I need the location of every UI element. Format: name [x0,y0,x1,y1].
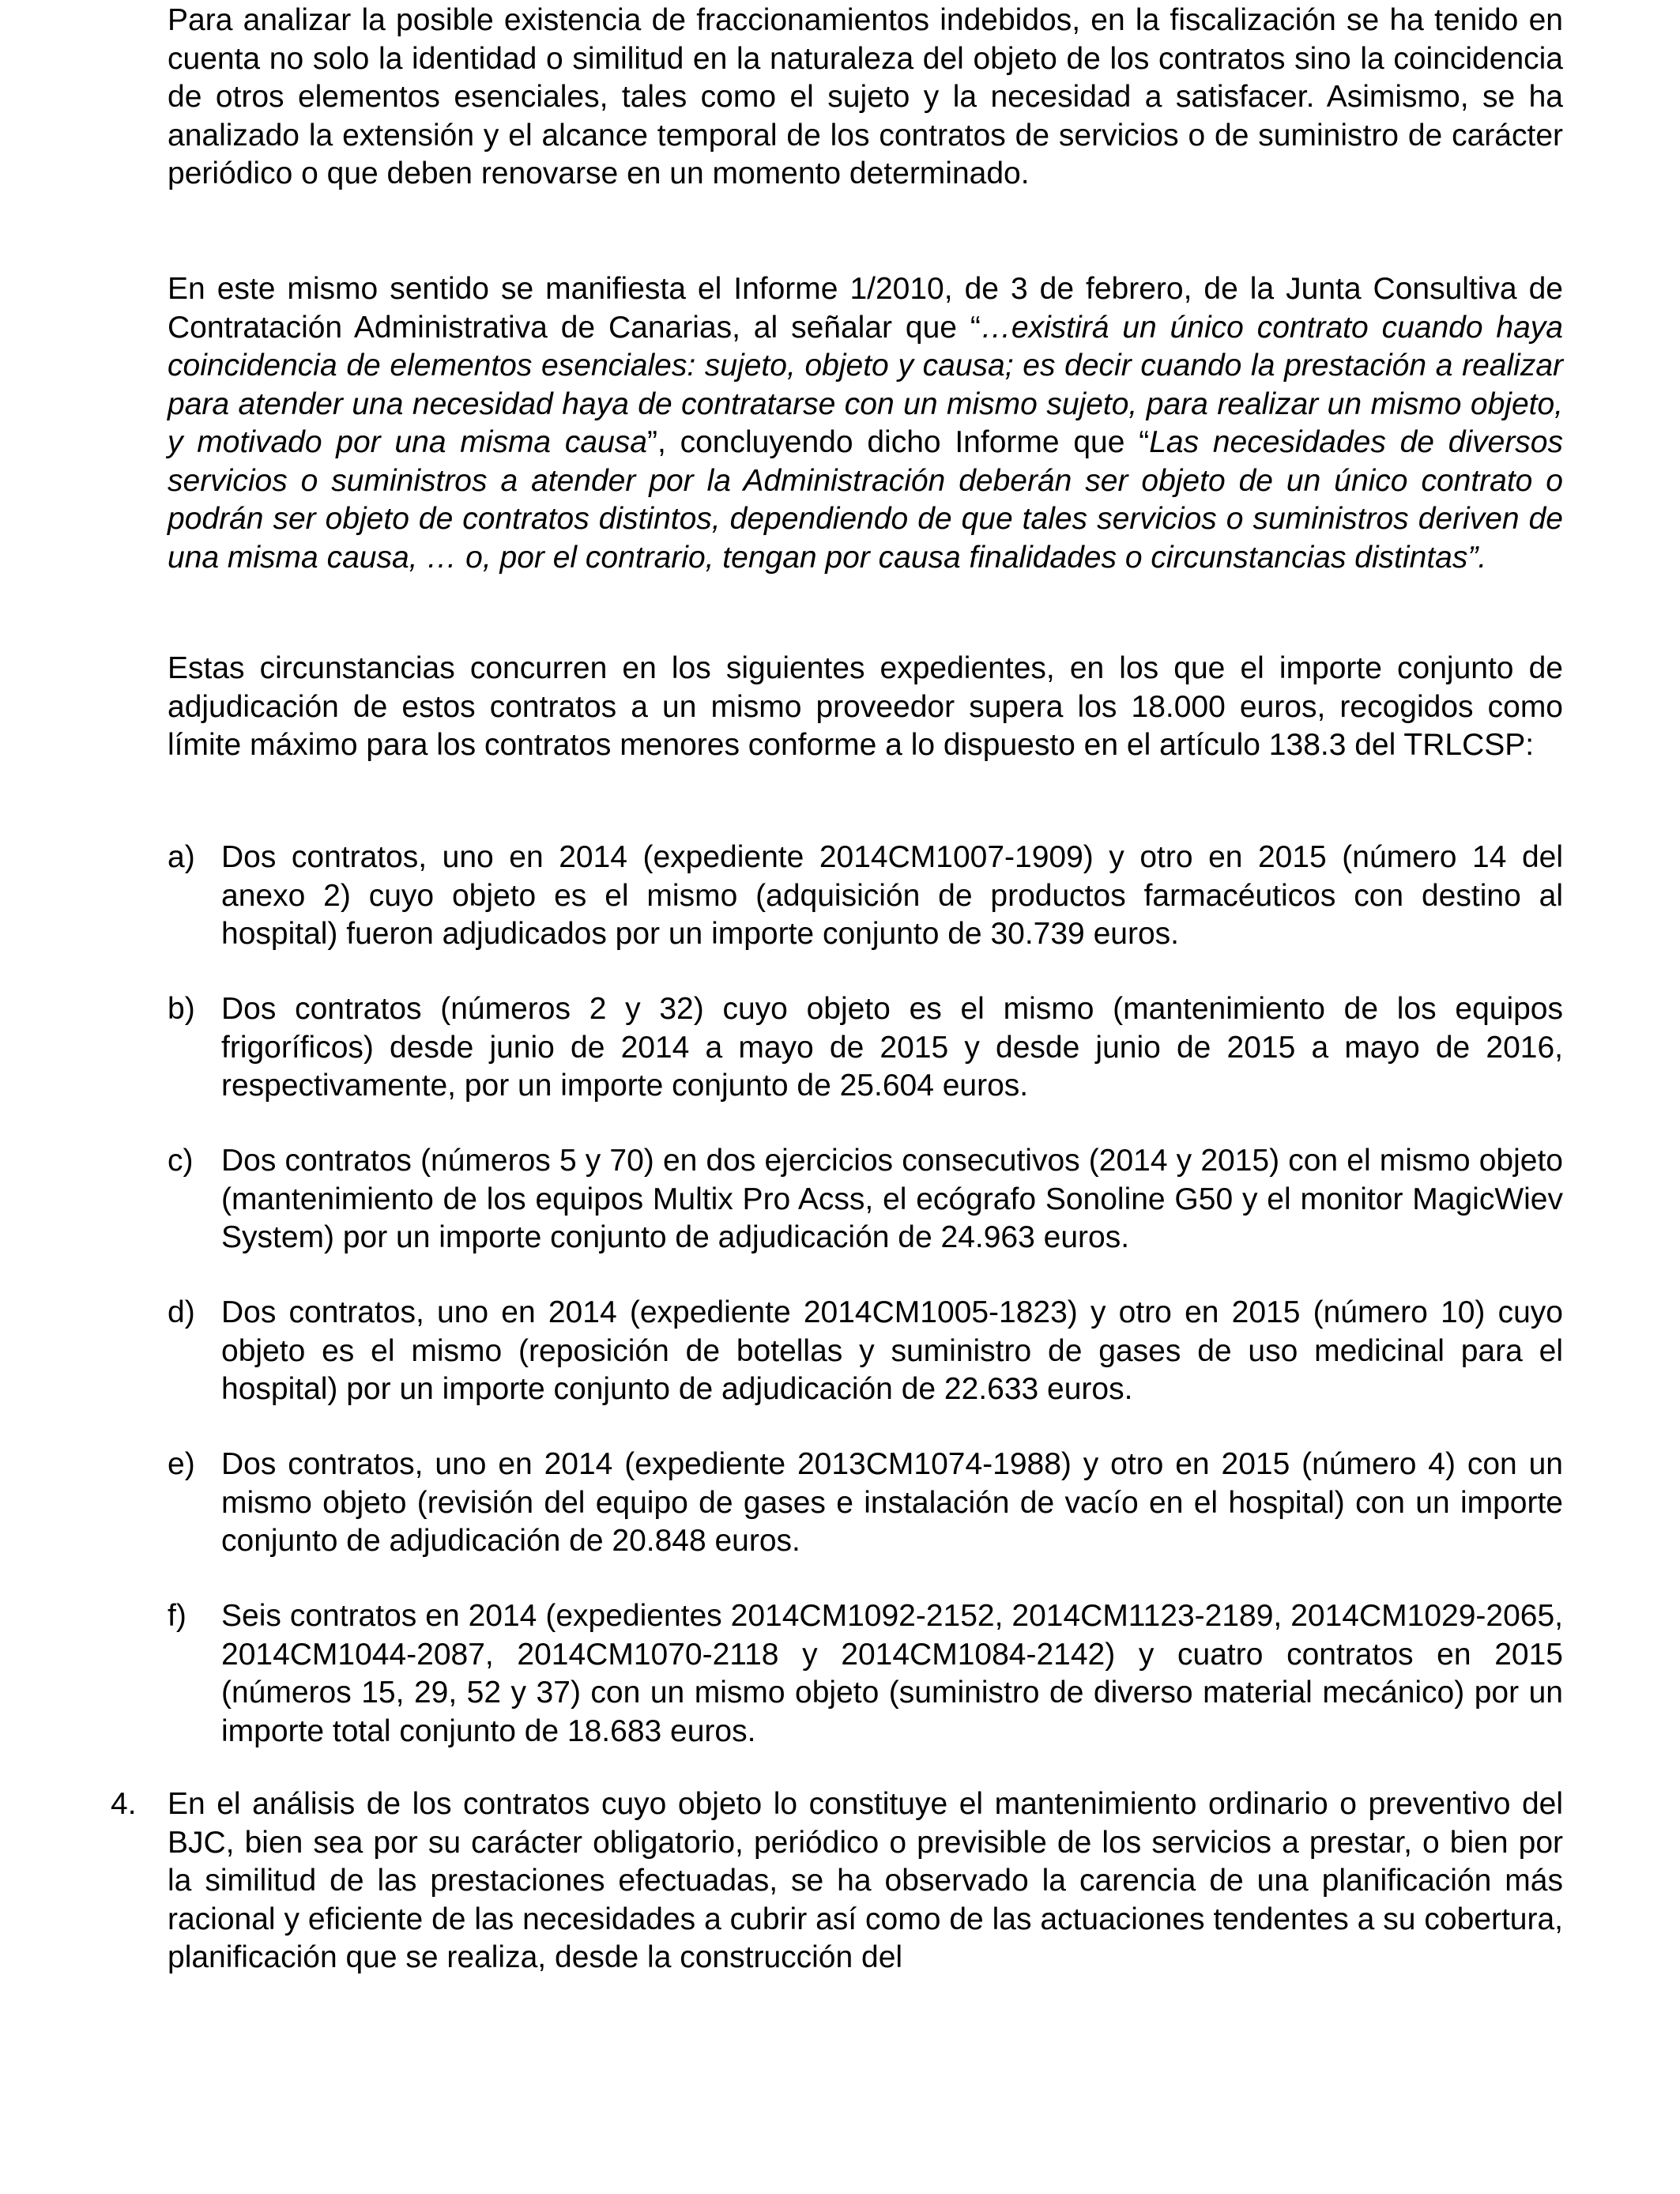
paragraph-informe-junta-consultiva [168,270,1563,577]
list-item-text: Dos contratos, uno en 2014 (expediente 2014CM1005-1823) y otro en 2015 (número 10) cuyo objeto es el mismo (reposición de botellas y suministro de gases de uso medicinal para el hospital) por un importe conjunto de adjudicación de 22.633 euros. [221,1295,1563,1406]
list-item [168,990,1563,1106]
list-item-label: f) [168,1599,186,1633]
numbered-point-label: 4. [111,1787,137,1821]
paragraph-fraccionamientos: Para analizar la posible existencia de fraccionamientos indebidos, en la fiscalización se ha tenido en cuenta no solo la identidad o similitud en la naturaleza del objeto de los contratos sino la coincidencia de otros elementos esenciales, tales como el sujeto y la necesidad a satisfacer. Asimismo, se ha analizado la extensión y el alcance temporal de los contratos de servicios o de suministro de carácter periódico o que deben renovarse en un momento determinado. [168,3,1563,190]
list-item [168,1597,1563,1751]
list-item [168,839,1563,954]
list-item-label: e) [168,1447,195,1481]
informe-middle-text: ”, concluyendo dicho Informe que “ [646,425,1150,459]
informe-quote-2: Las necesidades de diversos servicios o suministros a atender por la Administración deberán ser objeto de un único contrato o podrán ser objeto de contratos distintos, dependiendo de que tales servicios o suministros deriven de una misma causa, … o, por el contrario, tengan por causa finalidades o circunstancias distintas”. [168,425,1563,575]
list-item-text: Dos contratos (números 2 y 32) cuyo objeto es el mismo (mantenimiento de los equipos frigoríficos) desde junio de 2014 a mayo de 2015 y desde junio de 2015 a mayo de 2016, respectivamente, por un importe conjunto de 25.604 euros. [221,992,1563,1103]
list-item-text: Dos contratos, uno en 2014 (expediente 2013CM1074-1988) y otro en 2015 (número 4) con un mismo objeto (revisión del equipo de gases e instalación de vacío en el hospital) con un importe conjunto de adjudicación de 20.848 euros. [221,1447,1563,1558]
list-item-label: d) [168,1295,195,1329]
numbered-point-4 [111,1785,1563,1977]
list-item-label: a) [168,840,195,874]
numbered-point-text: En el análisis de los contratos cuyo objeto lo constituye el mantenimiento ordinario o preventivo del BJC, bien sea por su carácter obligatorio, periódico o previsible de los servicios a prestar, o bien por la similitud de las prestaciones efectuadas, se ha observado la carencia de una planificación más racional y eficiente de las necesidades a cubrir así como de las actuaciones tendentes a su cobertura, planificación que se realiza, desde la construcción del [168,1787,1563,1974]
informe-intro-text: En este mismo sentido se manifiesta el Informe 1/2010, de 3 de febrero, de la Junta Consultiva de Contratación Administrativa de Canarias, al señalar que “ [168,272,1563,345]
list-item [168,1294,1563,1409]
list-item-label: c) [168,1144,194,1178]
list-item-text: Dos contratos (números 5 y 70) en dos ejercicios consecutivos (2014 y 2015) con el mismo objeto (mantenimiento de los equipos Multix Pro Acss, el ecógrafo Sonoline G50 y el monitor MagicWiev System) por un importe conjunto de adjudicación de 24.963 euros. [221,1144,1563,1254]
list-item-label: b) [168,992,195,1026]
list-item-text: Dos contratos, uno en 2014 (expediente 2014CM1007-1909) y otro en 2015 (número 14 del anexo 2) cuyo objeto es el mismo (adquisición de productos farmacéuticos con destino al hospital) fueron adjudicados por un importe conjunto de 30.739 euros. [221,840,1563,951]
informe-quote-1: …existirá un único contrato cuando haya coincidencia de elementos esenciales: sujeto, objeto y causa; es decir cuando la prestación a realizar para atender una necesidad haya de contratarse con un mismo sujeto, para realizar un mismo objeto, y motivado por una misma causa [168,310,1564,459]
paragraph-circunstancias: Estas circunstancias concurren en los siguientes expedientes, en los que el importe conjunto de adjudicación de estos contratos a un mismo proveedor supera los 18.000 euros, recogidos como límite máximo para los contratos menores conforme a lo dispuesto en el artículo 138.3 del TRLCSP: [168,651,1563,762]
list-item-text: Seis contratos en 2014 (expedientes 2014CM1092-2152, 2014CM1123-2189, 2014CM1029-2065, 2014CM1044-2087, 2014CM1070-2118 y 2014CM1084-2142) y cuatro contratos en 2015 (números 15, 29, 52 y 37) con un mismo objeto (suministro de diverso material mecánico) por un importe total conjunto de 18.683 euros. [221,1599,1563,1748]
list-item [168,1446,1563,1561]
list-item [168,1142,1563,1257]
